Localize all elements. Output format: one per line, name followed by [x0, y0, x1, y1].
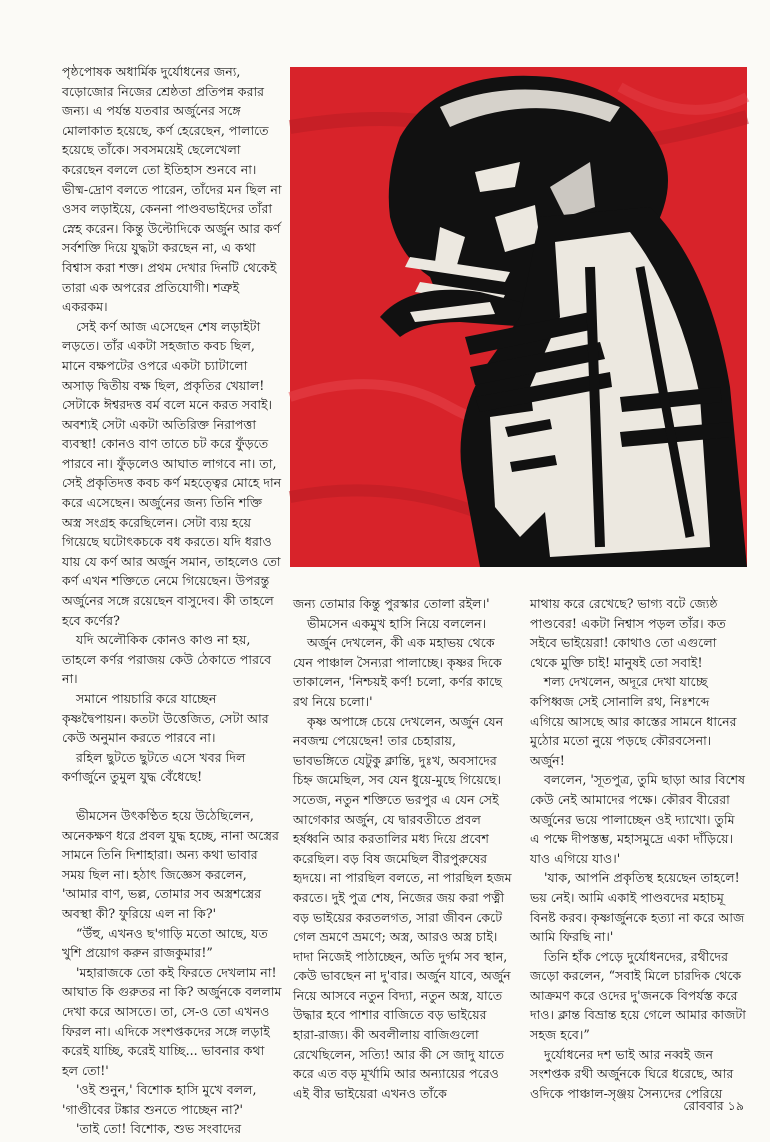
paragraph: অর্জুন দেখলেন, কী এক মহাভয় থেকে যেন পাঞ্চাল সৈন্যরা পালাচ্ছে। কৃষ্ণর দিকে তাকালেন, 'নিশ্চয়ই কর্ণ! চলো, কর্ণর কাছে রথ নিয়ে চলো।'	[293, 635, 502, 709]
paragraph: 'ওই শুনুন,' বিশোক হাসি মুখে বলল, 'গাণ্ডীবের টঙ্কার শুনতে পাচ্ছেন না?'	[62, 1082, 257, 1117]
paragraph: জন্য তোমার কিন্তু পুরস্কার তোলা রইল।'	[293, 596, 490, 611]
paragraph: তিনি হাঁক পেড়ে দুর্যোধনদের, রথীদের জড়ো করলেন, “সবাই মিলে চারদিক থেকে আক্রমণ করে ওদের দু'জনকে বিপর্যস্ত করে দাও। ক্লান্ত বিভ্রান্ত হয়ে গেলে আমার কাজটা সহজ হবে।”	[530, 948, 746, 1043]
paragraph: “উঁহু, এখনও ছ'গাড়ি মতো আছে, যত খুশি প্রয়োগ করুন রাজকুমার!”	[62, 925, 268, 961]
illustration-karna-papercut	[290, 67, 747, 567]
paragraph: মাথায় করে রেখেছে? ভাগ্য বটে জ্যেষ্ঠ পাণ্ডবের! একটা নিশ্বাস পড়ল তাঁর। কত সইবে ভাইয়েরা! কোথাও তো এগুলো থেকে মুক্তি চাই! মানুষই তো সবাই!	[530, 596, 726, 670]
page-footer-label: রোববার ১৯	[683, 1098, 744, 1113]
paragraph: বললেন, 'সূতপুত্র, তুমি ছাড়া আর বিশেষ কেউ নেই আমাদের পক্ষে। কৌরব বীরেরা অর্জুনের ভয়ে পালাচ্ছেন ওই দ্যাখো। তুমি এ পক্ষে দীপস্তম্ভ, মহাসমুদ্রে একা দাঁড়িয়ে। যাও এগিয়ে যাও।'	[530, 772, 746, 866]
article-column-1	[62, 62, 282, 1137]
paragraph: 'মহারাজকে তো কই ফিরতে দেখলাম না! আঘাত কি গুরুতর না কি? অর্জুনকে বললাম দেখা করে আসতে। তা, সে-ও তো এখনও ফিরল না। এদিকে সংশপ্তকদের সঙ্গে লড়াই করেই যাচ্ছি, করেই যাচ্ছি... ভাবনার কথা হল তো!'	[62, 964, 282, 1078]
paragraph: কৃষ্ণ অপাঙ্গে চেয়ে দেখলেন, অর্জুন যেন নবজন্ম পেয়েছেন! তার চেহারায়, ভাবভঙ্গিতে যেটুকু ক্লান্তি, দুঃখ, অবসাদের চিহ্ন জমেছিল, সব যেন ধুয়ে-মুছে গিয়েছে। সতেজ, নতুন শক্তিতে ভরপুর এ যেন সেই আগেকার অর্জুন, যে দ্বারবতীতে প্রবল হর্ষধ্বনি আর করতালির মধ্য দিয়ে প্রবেশ করেছিল। বড় বিষ জমেছিল বীরপুরুষের হৃদয়ে। না পারছিল বলতে, না পারছিল হজম করতে। দুই পুত্র শেষ, নিজের জয় করা পত্নী বড় ভাইয়ের করতলগত, সারা জীবন কেটে গেল ভ্রমণে ভ্রমণে; অস্ত্র, আরও অস্ত্র চাই। দাদা নিজেই পাঠাচ্ছেন, অতি দুর্গম সব স্থান, কেউ ভাবছেন না দু'বার। অর্জুন যাবে, অর্জুন নিয়ে আসবে নতুন বিদ্যা, নতুন অস্ত্র, যাতে উদ্ধার হবে পাশার বাজিতে বড় ভাইয়ের হারা-রাজ্য। কী অবলীলায় বাজিগুলো রেখেছিলেন, সত্যি! আর কী সে জাদু যাতে করে এত বড় মূর্খামি আর অন্যায়ের পরেও এই বীর ভাইয়েরা এখনও তাঁকে	[293, 713, 512, 1101]
illustration-svg	[290, 67, 747, 567]
paragraph: সেই কর্ণ আজ এসেছেন শেষ লড়াইটা লড়তে। তাঁর একটা সহজাত কবচ ছিল, মানে বক্ষপটের ওপরে একটা চ্যাটালো অসাড় দ্বিতীয় বক্ষ ছিল, প্রকৃতির খেয়াল! সেটাকে ঈশ্বরদত্ত বর্ম বলে মনে করত সবাই। অবশ্যই সেটা একটা অতিরিক্ত নিরাপত্তা ব্যবস্থা! কোনও বাণ তাতে চট করে ফুঁড়তে পারবে না। ফুঁড়লেও আঘাত লাগবে না। তা, সেই প্রকৃতিদত্ত কবচ কর্ণ মহত্ত্বের মোহে দান করে এসেছেন। অর্জুনের জন্য তিনি শক্তি অস্ত্র সংগ্রহ করেছিলেন। সেটা ব্যয় হয়ে গিয়েছে ঘটোৎকচকে বধ করতে। যদি ধরাও যায় যে কর্ণ আর অর্জুন সমান, তাহলেও তো কর্ণ এখন শক্তিতে নেমে গিয়েছেন। উপরন্তু অর্জুনের সঙ্গে রয়েছেন বাসুদেব। কী তাহলে হবে কর্ণের?	[62, 318, 282, 628]
paragraph: 'তাই তো! বিশোক, শুভ সংবাদের	[76, 1121, 242, 1137]
paragraph: সমানে পায়চারি করে যাচ্ছেন কৃষ্ণদ্বৈপায়ন। কতটা উত্তেজিত, সেটা আর কেউ অনুমান করতে পারবে না।	[62, 691, 269, 746]
paragraph: যদি অলৌকিক কোনও কাণ্ড না হয়, তাহলে কর্ণর পরাজয় কেউ ঠেকাতে পারবে না।	[62, 632, 272, 687]
paragraph: দুর্যোধনের দশ ভাই আর নব্বই জন সংশপ্তক রথী অর্জুনকে ঘিরে ধরেছে, আর ওদিকে পাঞ্চাল-সৃঞ্জয় সৈন্যদের পেরিয়ে	[530, 1046, 734, 1101]
article-column-2	[293, 594, 513, 1101]
paragraph: ভীমসেন উৎকণ্ঠিত হয়ে উঠেছিলেন, অনেকক্ষণ ধরে প্রবল যুদ্ধ হচ্ছে, নানা অস্ত্রের সামনে তিনি দিশাহারা। অন্য কথা ভাবার সময় ছিল না। হঠাৎ জিজ্ঞেস করলেন, 'আমার বাণ, ভল্ল, তোমার সব অস্ত্রশস্ত্রের অবস্থা কী? ফুরিয়ে এল না কি?'	[62, 807, 279, 921]
article-column-3	[530, 594, 746, 1101]
paragraph: ভীমসেন একমুখ হাসি নিয়ে বললেন।	[307, 615, 487, 631]
paragraph: রহিল ছুটতে ছুটতে এসে খবর দিল কর্ণার্জুনে তুমুল যুদ্ধ বেঁধেছে!	[62, 749, 246, 785]
paragraph: 'যাক, আপনি প্রকৃতিস্থ হয়েছেন তাহলে! ভয় নেই। আমি একাই পাণ্ডবদের মহাচমূ বিনষ্ট করব। কৃষ্ণার্জুনকে হত্যা না করে আজ আমি ফিরছি না।'	[530, 870, 745, 945]
paragraph: পৃষ্ঠপোষক অধার্মিক দুর্যোধনের জন্য, বড়োজোর নিজের শ্রেষ্ঠতা প্রতিপন্ন করার জন্য। এ পর্যন্ত যতবার অর্জুনের সঙ্গে মোলাকাত হয়েছে, কর্ণ হেরেছেন, পালাতে হয়েছে তাঁকে। সবসময়েই ছেলেখেলা করেছেন বললে তো ইতিহাস শুনবে না। ভীষ্ম-দ্রোণ বলতে পারেন, তাঁদের মন ছিল না ওসব লড়াইয়ে, কেননা পাণ্ডবভাইদের তাঁরা স্নেহ করেন। কিন্তু উল্টোদিকে অর্জুন আর কর্ণ সর্বশক্তি দিয়ে যুদ্ধটা করছেন না, এ কথা বিশ্বাস করা শক্ত। প্রথম দেখার দিনটি থেকেই তারা এক অপরের প্রতিযোগী। শত্রুই একরকম।	[62, 64, 282, 315]
paragraph: শল্য দেখলেন, অদূরে দেখা যাচ্ছে কপিধ্বজ সেই সোনালি রথ, নিঃশব্দে এগিয়ে আসছে আর কাস্তের সামনে ধানের মুঠোর মতো নুয়ে পড়ছে কৌরবসেনা। অর্জুন!	[530, 674, 737, 768]
